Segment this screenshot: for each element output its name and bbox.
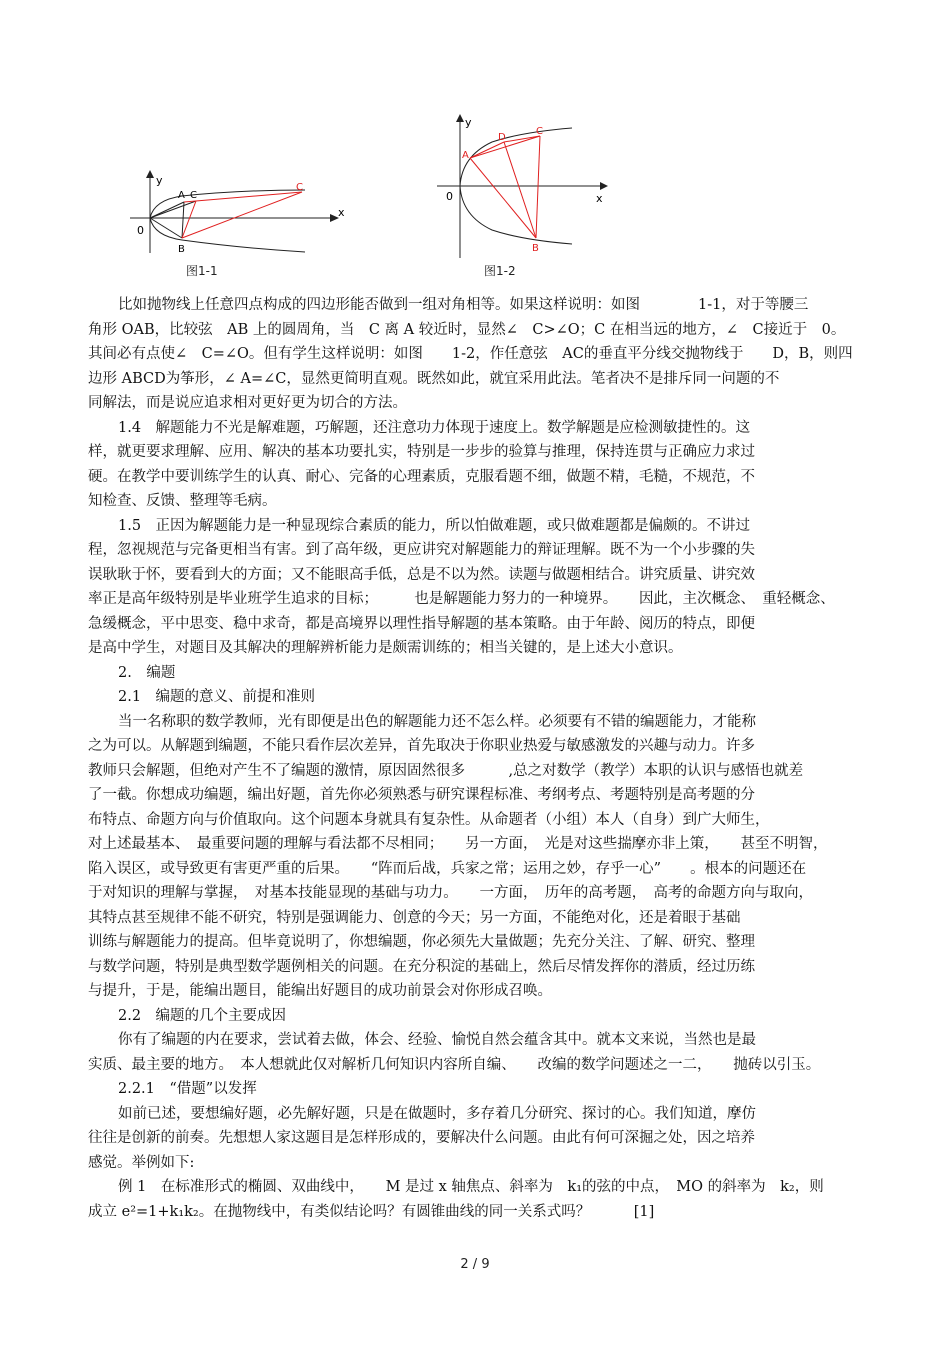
section-heading-2-2-1: 2.2.1 “借题”以发挥 [118,1081,257,1097]
text-line: 成立 e²=1+k₁k₂。在抛物线中，有类似结论吗？有圆锥曲线的同一关系式吗？ [1] [88,1203,655,1220]
text-line: 布特点、命题方向与价值取向。这个问题本身就具有复杂性。从命题者（小组）本人（自身）到广大师生， [88,811,770,828]
text-line: 你有了编题的内在要求，尝试着去做，体会、经验、愉悦自然会蕴含其中。就本文来说，当然也是最 [118,1032,756,1048]
point-a-label: A [178,190,185,201]
point-b-label: B [532,243,539,254]
figure-1-2 [432,108,617,263]
point-c-label: C [190,190,197,201]
section-1-5: 1.5 正因为解题能力是一种显现综合素质的能力，所以怕做难题，或只做难题都是偏颇的。不讲过 [118,517,751,534]
section-1-4: 1.4 解题能力不光是解难题，巧解题，还注意功力体现于速度上。数学解题是应检测敏捷性的。这 [118,419,751,436]
text-line: 了一截。你想成功编题，编出好题，首先你必须熟悉与研究课程标准、考纲考点、考题特别是高考题的分 [88,787,755,803]
text-line: 当一名称职的数学教师，光有即便是出色的解题能力还不怎么样。必须要有不错的编题能力，才能称 [118,713,756,730]
text-line: 对上述最基本、 最重要问题的理解与看法都不尽相同； 另一方面， 光是对这些揣摩亦非上策， 甚至不明智， [88,836,828,852]
text-line: 教师只会解题，但绝对产生不了编题的激情，原因固然很多 ,总之对数学（教学）本职的认识与感悟也就差 [88,762,804,779]
x-axis-label: x [596,192,603,205]
text-line: 与数学问题，特别是典型数学题例相关的问题。在充分积淀的基础上，然后尽情发挥你的潜质，经过历练 [88,958,755,975]
text-line: 边形 ABCD为筝形，∠ A=∠C，显然更简明直观。既然如此，就宜采用此法。笔者决不是排斥同一问题的不 [88,370,780,387]
text-line: 感觉。举例如下: [88,1154,195,1171]
point-c-label: C [536,126,543,137]
point-c-far-label: C [296,182,303,193]
text-line: 之为可以。从解题到编题，不能只看作层次差异，首先取决于你职业热爱与敏感激发的兴趣与动力。许多 [88,738,755,754]
point-b-label: B [178,244,185,255]
text-line: 训练与解题能力的提高。但毕竟说明了，你想编题，你必须先大量做题；先充分关注、了解、研究、整理 [88,934,755,950]
text-line: 急缓概念，平中思变、稳中求奇，都是高境界以理性指导解题的基本策略。由于年龄、阅历的特点，即便 [88,615,755,632]
text-line: 样，就更要求理解、应用、解决的基本功要扎实，特别是一步步的验算与推理，保持连贯与正确应力求过 [88,444,755,460]
text-line: 陷入误区，或导致更有害更严重的后果。 “阵而后战，兵家之常；运用之妙，存乎一心” 。根本的问题还在 [88,860,807,877]
text-line: 同解法，而是说应追求相对更好更为切合的方法。 [88,395,407,411]
text-line: 角形 OAB，比较弦 AB 上的圆周角，当 C 离 A 较近时，显然∠ C>∠O；C 在相当远的地方，∠ C接近于 0。 [88,321,846,338]
text-line: 其间必有点使∠ C=∠O。但有学生这样说明：如图 1-2，作任意弦 AC的垂直平分线交抛物线于 D，B，则四 [88,346,853,362]
text-line: 知检查、反馈、整理等毛病。 [88,493,277,509]
figure-1-2-caption: 图1-2 [484,264,516,278]
section-heading-2-2: 2.2 编题的几个主要成因 [118,1007,287,1024]
point-d-label: D [498,132,506,143]
figure-1-2-graph [432,108,617,263]
page-number: 2 / 9 [460,1257,490,1272]
text-line: 是高中学生，对题目及其解决的理解辨析能力是颇需训练的；相当关键的，是上述大小意识。 [88,640,683,656]
text-line: 程，忽视规范与完备更相当有害。到了高年级，更应讲究对解题能力的辩证理解。既不为一个小步骤的失 [88,542,755,558]
origin-label: 0 [137,224,144,237]
text-line: 率正是高年级特别是毕业班学生追求的目标； 也是解题能力努力的一种境界。 因此，主次概念、 重轻概念、 [88,591,835,607]
figure-1-1-caption: 图1-1 [186,264,218,278]
text-line: 硬。在教学中要训练学生的认真、耐心、完备的心理素质，克服看题不细，做题不精，毛糙，不规范，不 [88,468,755,485]
section-heading-2-1: 2.1 编题的意义、前提和准则 [118,689,316,705]
figure-1-1 [120,168,355,260]
text-line: 其特点甚至规律不能不研究，特别是强调能力、创意的今天；另一方面，不能绝对化，还是着眼于基础 [88,909,741,926]
text-line: 往往是创新的前奏。先想想人家这题目是怎样形成的，要解决什么问题。由此有何可深掘之处，因之培养 [88,1130,755,1146]
text-line: 于对知识的理解与掌握， 对基本技能显现的基础与功力。 一方面， 历年的高考题， 高考的命题方向与取向， [88,885,813,901]
text-line: 实质、最主要的地方。 本人想就此仅对解析几何知识内容所自编、 改编的数学问题述之一二， 抛砖以引玉。 [88,1056,821,1073]
example-1: 例 1 在标准形式的椭圆、双曲线中， M 是过 x 轴焦点、斜率为 k₁的弦的中点， MO 的斜率为 k₂，则 [118,1179,824,1195]
origin-label: 0 [446,190,453,203]
text-line: 与提升，于是，能编出题目，能编出好题目的成功前景会对你形成召唤。 [88,983,552,999]
section-heading-2: 2. 编题 [118,664,176,681]
text-line: 如前已述，要想编好题，必先解好题，只是在做题时，多存着几分研究、探讨的心。我们知道，摩仿 [118,1105,756,1122]
text-line: 比如抛物线上任意四点构成的四边形能否做到一组对角相等。如果这样说明：如图 1-1，对于等腰三 [118,297,809,313]
figure-1-1-graph [120,168,355,260]
article-body [88,293,864,1224]
point-a-label: A [462,150,469,161]
text-line: 误耿耿于怀，要看到大的方面；又不能眼高手低，总是不以为然。读题与做题相结合。讲究质量、讲究效 [88,566,755,583]
y-axis-label: y [465,116,472,129]
y-axis-label: y [156,174,163,187]
x-axis-label: x [338,206,345,219]
